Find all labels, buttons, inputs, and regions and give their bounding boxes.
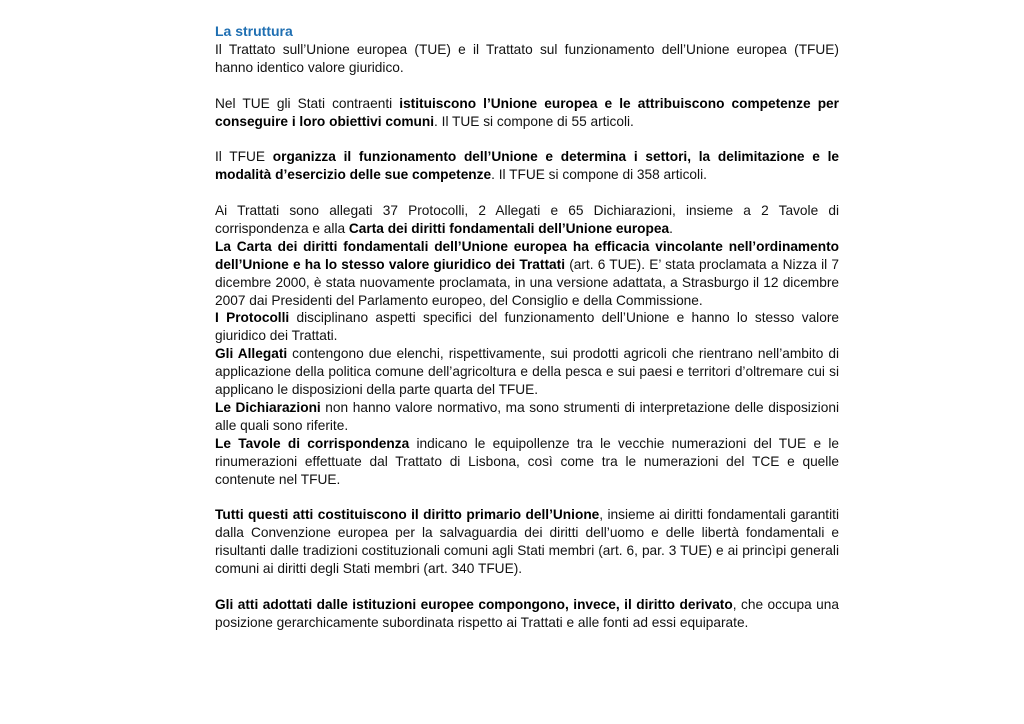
paragraph-text: contengono due elenchi, rispettivamente, sui prodotti agricoli che rientrano nell’ambito di applicazione della politica comune dell’agricoltura e della pesca e sui paesi e territori d’oltremare cui si applicano le disposizioni della parte quarta del TFUE. [215, 346, 839, 398]
paragraph-annexes [215, 202, 839, 238]
paragraph-derived-law [215, 596, 839, 632]
paragraph-bold-text: Gli Allegati [215, 346, 288, 362]
paragraph-text: indicano le equipollenze tra le vecchie numerazioni del TUE e le rinumerazioni effettuate dal Trattato di Lisbona, così come tra le numerazioni del TCE e quelle contenute nel TFUE. [215, 435, 839, 487]
paragraph-text: Nel TUE gli Stati contraenti [215, 95, 400, 111]
document-page [215, 23, 839, 632]
section-title: La struttura [215, 23, 293, 39]
paragraph-text: disciplinano aspetti specifici del funzionamento dell’Unione e hanno lo stesso valore giuridico dei Trattati. [215, 310, 840, 344]
paragraph-bold-text: Le Dichiarazioni [215, 399, 321, 415]
paragraph-text: Il Trattato sull’Unione europea (TUE) e il Trattato sul funzionamento dell’Unione europea (TFUE) hanno identico valore giuridico. [215, 41, 839, 75]
paragraph-bold-text: Gli atti adottati dalle istituzioni europee compongono, invece, il diritto derivato [215, 596, 733, 612]
paragraph-text: Ai Trattati sono allegati 37 Protocolli, 2 Allegati e 65 Dichiarazioni, insieme a 2 Tavole di corrispondenza e alla [215, 203, 839, 236]
paragraph-text: , che occupa una posizione gerarchicamente subordinata rispetto ai Trattati e alle fonti ad essi equiparate. [215, 596, 839, 630]
paragraph-text: , insieme ai diritti fondamentali garantiti dalla Convenzione europea per la salvaguardia dei diritti dell’uomo e delle libertà fondamentali e risultanti dalle tradizioni costituzionali comuni agli Stati membri (art. 6, par. 3 TUE) e ai princìpi generali comuni ai diritti degli Stati membri (art. 340 TFUE). [215, 507, 839, 577]
paragraph-tfue [215, 148, 839, 184]
paragraph-treaties-value [215, 41, 839, 77]
paragraph-charter [215, 238, 839, 310]
paragraph-bold-text: I Protocolli [215, 310, 290, 326]
paragraph-text: non hanno valore normativo, ma sono strumenti di interpretazione delle disposizioni alle quali sono riferite. [215, 399, 839, 433]
paragraph-bold-text: istituiscono l’Unione europea e le attribuiscono competenze per conseguire i loro obiettivi comuni [215, 95, 839, 129]
paragraph-bold-text: Tutti questi atti costituiscono il diritto primario dell’Unione [215, 507, 600, 523]
paragraph-primary-law [215, 506, 839, 578]
paragraph-bold-text: Carta dei diritti fondamentali dell’Unione europea [348, 220, 670, 236]
paragraph-bold-text: Le Tavole di corrispondenza [215, 435, 410, 451]
paragraph-protocols [215, 309, 839, 345]
paragraph-bold-text: La Carta dei diritti fondamentali dell’Unione europea ha efficacia vincolante nell’ordinamento dell’Unione e ha lo stesso valore giuridico dei Trattati [215, 238, 839, 272]
paragraph-declarations [215, 399, 839, 435]
paragraph-text: . [669, 220, 673, 236]
paragraph-text: (art. 6 TUE). E’ stata proclamata a Nizza il 7 dicembre 2000, è stata nuovamente proclamata, in una versione adattata, a Strasburgo il 12 dicembre 2007 dai Presidenti del Parlamento europeo, del Consiglio e della Commissione. [215, 256, 839, 308]
paragraph-correspondence-tables [215, 435, 839, 489]
paragraph-text: . Il TFUE si compone di 358 articoli. [491, 167, 707, 183]
paragraph-bold-text: organizza il funzionamento dell’Unione e determina i settori, la delimitazione e le modalità d’esercizio delle sue competenze [215, 149, 839, 183]
paragraph-tue [215, 95, 839, 131]
paragraph-text: Il TFUE [215, 149, 273, 165]
paragraph-text: . Il TUE si compone di 55 articoli. [434, 113, 634, 129]
paragraph-annexes-detail [215, 345, 839, 399]
